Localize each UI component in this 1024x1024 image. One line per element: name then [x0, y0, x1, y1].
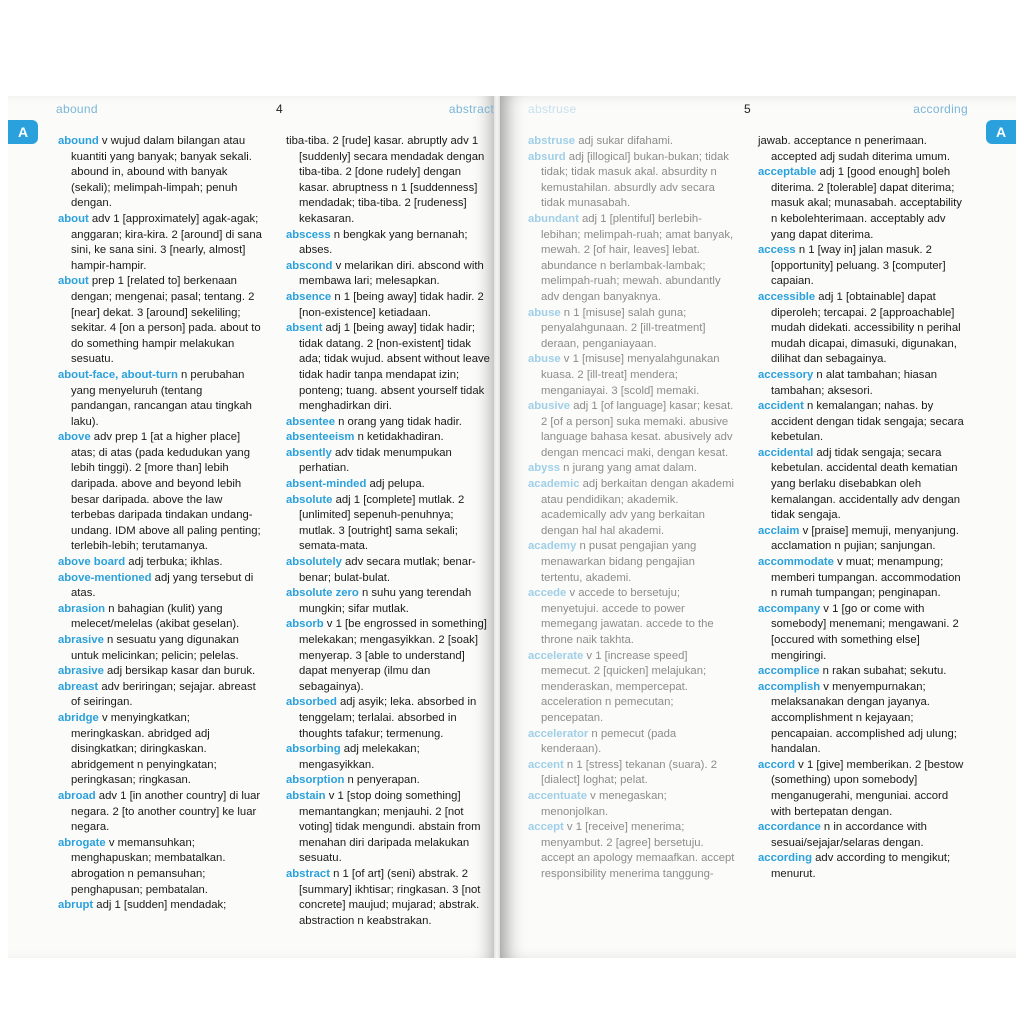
entry-definition: adv prep 1 [at a higher place] atas; di atas (pada kedudukan yang lebih tinggi). 2 [more than] lebih daripada. above and beyond lebih besar daripada. above the law terbebas daripada tindakan undang-undang. IDM above all paling penting; terlebih-lebih; terutamanya. — [71, 431, 261, 553]
entry-definition: n in accordance with sesuai/sejajar/selaras dengan. — [771, 821, 927, 849]
dictionary-entry — [58, 571, 264, 602]
entry-definition: n 1 [of art] (seni) abstrak. 2 [summary] ikhtisar; ringkasan. 3 [not concrete] maujud; mujarad; abstrak. abstraction n keabstrakan. — [299, 867, 481, 927]
entry-headword: according — [758, 852, 812, 865]
entry-definition: v menyingkatkan; meringkaskan. abridged adj disingkatkan; diringkaskan. abridgement n penyingkatan; peringkasan; ringkasan. — [71, 711, 217, 787]
entry-definition: v menyempurnakan; melaksanakan dengan jayanya. accomplishment n kejayaan; pencapaian. accomplished adj ulung; handalan. — [771, 680, 957, 756]
entry-definition: v 1 [give] memberikan. 2 [bestow (something) upon somebody] menganugerahi, menguniai. accord with bertepatan dengan. — [771, 758, 964, 818]
left-page-column-2 — [286, 134, 490, 929]
dictionary-entry — [758, 446, 964, 524]
entry-headword: absolute — [286, 493, 333, 506]
entry-headword: accent — [528, 758, 564, 771]
letter-tab-right: A — [986, 120, 1016, 144]
left-running-head-end: abstract — [448, 102, 494, 116]
entry-headword: acclaim — [758, 524, 800, 537]
right-page-column-1 — [528, 134, 736, 883]
right-page — [500, 96, 1016, 958]
dictionary-entry — [758, 290, 964, 368]
entry-definition: adv according to mengikut; menurut. — [771, 852, 951, 880]
dictionary-entry — [286, 586, 490, 617]
entry-headword: academic — [528, 478, 580, 491]
entry-headword: acceptable — [758, 166, 817, 179]
entry-headword: access — [758, 244, 796, 257]
entry-headword: accelerator — [528, 727, 589, 740]
dictionary-entry — [758, 820, 964, 851]
entry-definition: n sesuatu yang digunakan untuk melicinkan; pelicin; pelelas. — [71, 634, 239, 662]
entry-headword: accommodate — [758, 556, 834, 569]
dictionary-entry — [528, 586, 736, 648]
dictionary-entry — [58, 633, 264, 664]
entry-headword: above — [58, 431, 91, 444]
entry-headword: abroad — [58, 789, 96, 802]
left-page-column-1 — [58, 134, 264, 914]
dictionary-entry — [286, 493, 490, 555]
entry-headword: abscond — [286, 259, 333, 272]
entry-headword: abound — [58, 135, 99, 147]
dictionary-entry — [58, 134, 264, 212]
entry-headword: abrupt — [58, 899, 94, 912]
left-page — [8, 96, 494, 958]
dictionary-entry — [528, 758, 736, 789]
right-running-head-end: according — [913, 102, 968, 116]
left-running-head-start: abound — [56, 102, 98, 116]
entry-definition: adj asyik; leka. absorbed in tenggelam; terlalai. absorbed in thoughts tafakur; termenung. — [299, 696, 477, 740]
dictionary-entry — [758, 399, 964, 446]
dictionary-entry — [758, 664, 964, 680]
entry-definition: v 1 [stop doing something] memantangkan; menjauhi. 2 [not voting] tidak mengundi. abstain from menahan diri daripada melakukan sesuatu. — [299, 789, 481, 865]
dictionary-entry — [58, 368, 264, 430]
entry-definition: adv tidak menumpukan perhatian. — [299, 446, 452, 475]
entry-headword: absorption — [286, 774, 345, 787]
entry-definition: adv 1 [in another country] di luar negara. 2 [to another country] ke luar negara. — [71, 789, 261, 834]
dictionary-entry — [528, 150, 736, 212]
entry-headword: accessible — [758, 290, 816, 303]
entry-definition: adj bersikap kasar dan buruk. — [103, 665, 256, 678]
entry-definition: adj pelupa. — [366, 478, 425, 491]
entry-definition: adv beriringan; sejajar. abreast of seiringan. — [71, 680, 256, 709]
dictionary-entry — [58, 555, 264, 571]
entry-headword: absence — [286, 290, 332, 303]
dictionary-entry — [528, 399, 736, 461]
entry-headword: abstain — [286, 789, 326, 802]
entry-headword: about-face, about-turn — [58, 368, 178, 381]
entry-headword: abstract — [286, 867, 330, 880]
entry-headword: accomplice — [758, 665, 820, 678]
dictionary-entry — [758, 555, 964, 602]
entry-headword: absorb — [286, 618, 324, 631]
dictionary-entry — [528, 212, 736, 306]
entry-definition: v memansuhkan; menghapuskan; membatalkan. abrogation n pemansuhan; penghapusan; pembatalan. — [71, 836, 226, 896]
dictionary-entry — [58, 274, 264, 368]
entry-headword: abuse — [528, 353, 561, 366]
entry-definition: v [praise] memuji, menyanjung. acclamation n pujian; sanjungan. — [771, 524, 959, 553]
dictionary-entry — [528, 461, 736, 477]
entry-definition: v 1 [go or come with somebody] menemani; mengawani. 2 [occured with something else] mengiringi. — [771, 602, 959, 662]
entry-headword: abrasion — [58, 602, 106, 615]
entry-definition: adj 1 [obtainable] dapat diperoleh; tercapai. 2 [approachable] mudah didekati. accessibility n perihal mudah dicapai, dimasuki, digunakan, dilihat dan sebagainya. — [771, 290, 961, 366]
dictionary-entry — [286, 617, 490, 695]
entry-definition: adj 1 [of language] kasar; kesat. 2 [of a person] suka memaki. abusive language bahasa kesat. abusively adv dengan mencaci maki, dengan kesat. — [541, 400, 734, 459]
entry-definition: n 1 [being away] tidak hadir. 2 [non-existence] ketiadaan. — [299, 290, 484, 319]
dictionary-entry — [286, 477, 490, 493]
dictionary-entry — [528, 539, 736, 586]
entry-definition: adj 1 [plentiful] berlebih-lebihan; melimpah-ruah; amat banyak, mewah. 2 [of hair, leaves] lebat. abundance n berlambak-lambak; melimpah-ruah; mewah. abundantly adv dengan banyaknya. — [541, 212, 734, 303]
entry-definition: adj yang tersebut di atas. — [71, 571, 254, 600]
dictionary-entry — [286, 134, 490, 228]
entry-definition: n 1 [stress] tekanan (suara). 2 [dialect] loghat; pelat. — [541, 758, 718, 787]
entry-definition: v wujud dalam bilangan atau kuantiti yang banyak; banyak sekali. abound in, abound with banyak (sekali); melimpah-limpah; penuh dengan. — [71, 135, 252, 210]
entry-headword: absent-minded — [286, 478, 367, 491]
dictionary-entry — [528, 477, 736, 539]
dictionary-entry — [528, 306, 736, 353]
entry-headword: accident — [758, 400, 804, 413]
dictionary-entry — [528, 789, 736, 820]
entry-headword: abstruse — [528, 135, 576, 147]
entry-headword: absenteeism — [286, 431, 355, 444]
entry-headword: accidental — [758, 446, 814, 459]
entry-definition: v menegaskan; menonjolkan. — [541, 789, 667, 818]
right-page-column-2 — [758, 134, 964, 883]
dictionary-entry — [286, 228, 490, 259]
entry-definition: n 1 [misuse] salah guna; penyalahgunaan. 2 [ill-treatment] deraan, penganiayaan. — [541, 306, 706, 350]
entry-definition: v muat; menampung; memberi tumpangan. accommodation n rumah tumpangan; penginapan. — [771, 556, 961, 600]
entry-definition: v accede to bersetuju; menyetujui. accede to power memegang jawatan. accede to the throne naik takhta. — [541, 587, 714, 646]
entry-headword: absentee — [286, 415, 335, 428]
entry-definition: n alat tambahan; hiasan tambahan; aksesori. — [771, 368, 938, 397]
entry-headword: accessory — [758, 368, 814, 381]
dictionary-entry — [286, 321, 490, 415]
entry-headword: abrasive — [58, 665, 104, 678]
dictionary-entry — [286, 555, 490, 586]
right-running-head-start: abstruse — [528, 102, 577, 116]
entry-definition: adj terbuka; ikhlas. — [125, 556, 223, 569]
dictionary-entry — [528, 727, 736, 758]
dictionary-entry — [758, 368, 964, 399]
entry-definition: adj 1 [good enough] boleh diterima. 2 [tolerable] dapat diterima; masuk akal; munasabah. acceptability n kebolehterimaan. acceptably adv yang dapat diterima. — [771, 166, 962, 241]
dictionary-entry — [758, 134, 964, 165]
dictionary-entry — [286, 789, 490, 867]
entry-definition: n ketidakhadiran. — [354, 431, 444, 444]
entry-definition: adj 1 [complete] mutlak. 2 [unlimited] sepenuh-penuhnya; mutlak. 3 [outright] sama sekali; semata-mata. — [299, 493, 465, 553]
dictionary-entry — [58, 680, 264, 711]
entry-headword: absurd — [528, 150, 566, 163]
entry-definition: n pemecut (pada kenderaan). — [541, 727, 677, 756]
entry-headword: accomplish — [758, 680, 821, 693]
dictionary-entry — [58, 212, 264, 274]
entry-headword: above board — [58, 556, 126, 569]
entry-headword: accordance — [758, 821, 821, 834]
dictionary-entry — [528, 352, 736, 399]
dictionary-entry — [286, 430, 490, 446]
entry-headword: academy — [528, 540, 577, 553]
entry-definition: v 1 [misuse] menyalahgunakan kuasa. 2 [ill-treat] mendera; menganiayai. 3 [scold] memaki. — [541, 353, 720, 397]
entry-definition: v 1 [be engrossed in something] melekakan; mengasyikkan. 2 [soak] menyerap. 3 [able to understand] dapat menyerap (ilmu dan sebagainya). — [299, 618, 487, 693]
entry-headword: abrasive — [58, 634, 104, 646]
dictionary-entry — [58, 836, 264, 898]
dictionary-entry — [286, 446, 490, 477]
dictionary-entry — [286, 773, 490, 789]
dictionary-entry — [286, 415, 490, 431]
dictionary-entry — [286, 742, 490, 773]
dictionary-entry — [58, 898, 264, 914]
entry-headword: absent — [286, 322, 323, 335]
dictionary-entry — [758, 758, 964, 820]
entry-headword: absently — [286, 446, 332, 459]
dictionary-entry — [286, 695, 490, 742]
entry-definition: adv secara mutlak; benar-benar; bulat-bulat. — [299, 556, 476, 584]
dictionary-entry — [758, 243, 964, 290]
entry-headword: accord — [758, 758, 796, 771]
entry-definition: prep 1 [related to] berkenaan dengan; mengenai; pasal; tentang. 2 [near] dekat. 3 [around] sekeliling; sekitar. 4 [on a person] pada. about to do something hampir melakukan sesuatu. — [71, 275, 261, 366]
entry-definition: n pusat pengajian yang menawarkan bidang pengajian tertentu, akademi. — [541, 540, 697, 584]
dictionary-entry — [758, 680, 964, 758]
entry-headword: absorbing — [286, 743, 341, 756]
entry-headword: accept — [528, 821, 564, 834]
letter-tab-left: A — [8, 120, 38, 144]
entry-headword: abridge — [58, 711, 99, 724]
dictionary-entry — [758, 524, 964, 555]
entry-definition: n rakan subahat; sekutu. — [819, 665, 947, 678]
entry-definition: n bahagian (kulit) yang melecet/melelas (akibat geselan). — [71, 602, 240, 631]
entry-definition: adj tidak sengaja; secara kebetulan. accidental death kematian yang berlaku disebabkan oleh kemalangan. accidentally adv dengan tidak sengaja. — [771, 446, 961, 522]
entry-definition: v 1 [receive] menerima; menyambut. 2 [agree] bersetuju. accept an apology memaafkan. accept responsibility menerima tanggung- — [541, 821, 735, 880]
entry-headword: abrogate — [58, 836, 106, 849]
entry-definition: n jurang yang amat dalam. — [560, 462, 697, 475]
dictionary-entry — [758, 602, 964, 664]
entry-headword: abreast — [58, 680, 99, 693]
entry-definition: n orang yang tidak hadir. — [334, 415, 462, 428]
dictionary-entry — [286, 259, 490, 290]
entry-definition: adj melekakan; mengasyikkan. — [299, 743, 420, 771]
entry-headword: about — [58, 212, 89, 225]
entry-headword: accede — [528, 587, 567, 600]
entry-definition: adv 1 [approximately] agak-agak; anggaran; kira-kira. 2 [around] di sana sini, ke sana sini. 3 [nearly, almost] hampir-hampir. — [71, 212, 262, 272]
dictionary-entry — [528, 649, 736, 727]
dictionary-entry — [58, 602, 264, 633]
entry-definition: n penyerapan. — [344, 774, 420, 787]
entry-headword: accelerate — [528, 649, 584, 662]
dictionary-entry — [286, 290, 490, 321]
entry-definition: adj berkaitan dengan akademi atau pendidikan; akademik. academically adv yang berkaitan dengan hal hal akademi. — [541, 478, 734, 537]
dictionary-entry — [758, 851, 964, 882]
dictionary-entry — [58, 664, 264, 680]
dictionary-entry — [758, 165, 964, 243]
entry-headword: above-mentioned — [58, 571, 152, 584]
entry-headword: accompany — [758, 602, 821, 615]
entry-definition: adj sukar difahami. — [575, 135, 674, 147]
entry-headword: about — [58, 275, 89, 288]
dictionary-entry — [286, 867, 490, 929]
entry-headword: abyss — [528, 462, 561, 475]
entry-headword: accentuate — [528, 789, 588, 802]
entry-definition: n suhu yang terendah mungkin; sifar mutlak. — [299, 587, 472, 615]
entry-definition: n 1 [way in] jalan masuk. 2 [opportunity] peluang. 3 [computer] capaian. — [771, 244, 946, 288]
entry-definition: v 1 [increase speed] memecut. 2 [quicken] melajukan; menderaskan, mempercepat. acceleration n pemecutan; pencepatan. — [541, 649, 707, 724]
right-page-number: 5 — [744, 102, 751, 116]
entry-definition: tiba-tiba. 2 [rude] kasar. abruptly adv 1 [suddenly] secara mendadak dengan tiba-tiba. 2 [done rudely] dengan kasar. abruptness n 1 [suddenness] mendadak; tiba-tiba. 2 [rudeness] kekasaran. — [286, 135, 485, 225]
entry-headword: absolutely — [286, 556, 342, 569]
dictionary-entry — [58, 711, 264, 789]
entry-definition: jawab. acceptance n penerimaan. accepted adj sudah diterima umum. — [758, 135, 950, 163]
dictionary-entry — [58, 430, 264, 555]
entry-definition: n perubahan yang menyeluruh (tentang pandangan, rancangan atau tingkah laku). — [71, 368, 252, 428]
dictionary-entry — [528, 820, 736, 882]
entry-definition: n kemalangan; nahas. by accident dengan tidak sengaja; secara kebetulan. — [771, 400, 964, 444]
entry-headword: abusive — [528, 400, 571, 413]
entry-definition: adj 1 [being away] tidak hadir; tidak datang. 2 [non-existent] tidak ada; tidak wujud. absent without leave tidak hadir tanpa mendapat izin; ponteng; tuang. absent yourself tidak menghadirkan diri. — [299, 322, 490, 413]
entry-headword: abscess — [286, 228, 331, 241]
entry-definition: n bengkak yang bernanah; abses. — [299, 228, 468, 257]
entry-definition: v melarikan diri. abscond with membawa lari; melesapkan. — [299, 259, 484, 288]
entry-headword: abundant — [528, 212, 579, 225]
entry-headword: absolute zero — [286, 587, 359, 600]
left-page-number: 4 — [276, 102, 283, 116]
entry-definition: adj 1 [sudden] mendadak; — [93, 899, 227, 912]
entry-headword: absorbed — [286, 696, 337, 709]
dictionary-entry — [528, 134, 736, 150]
entry-headword: abuse — [528, 306, 561, 319]
entry-definition: adj [illogical] bukan-bukan; tidak tidak; tidak masuk akal. absurdity n kemustahilan. absurdly adv secara tidak munasabah. — [541, 150, 729, 210]
dictionary-entry — [58, 789, 264, 836]
